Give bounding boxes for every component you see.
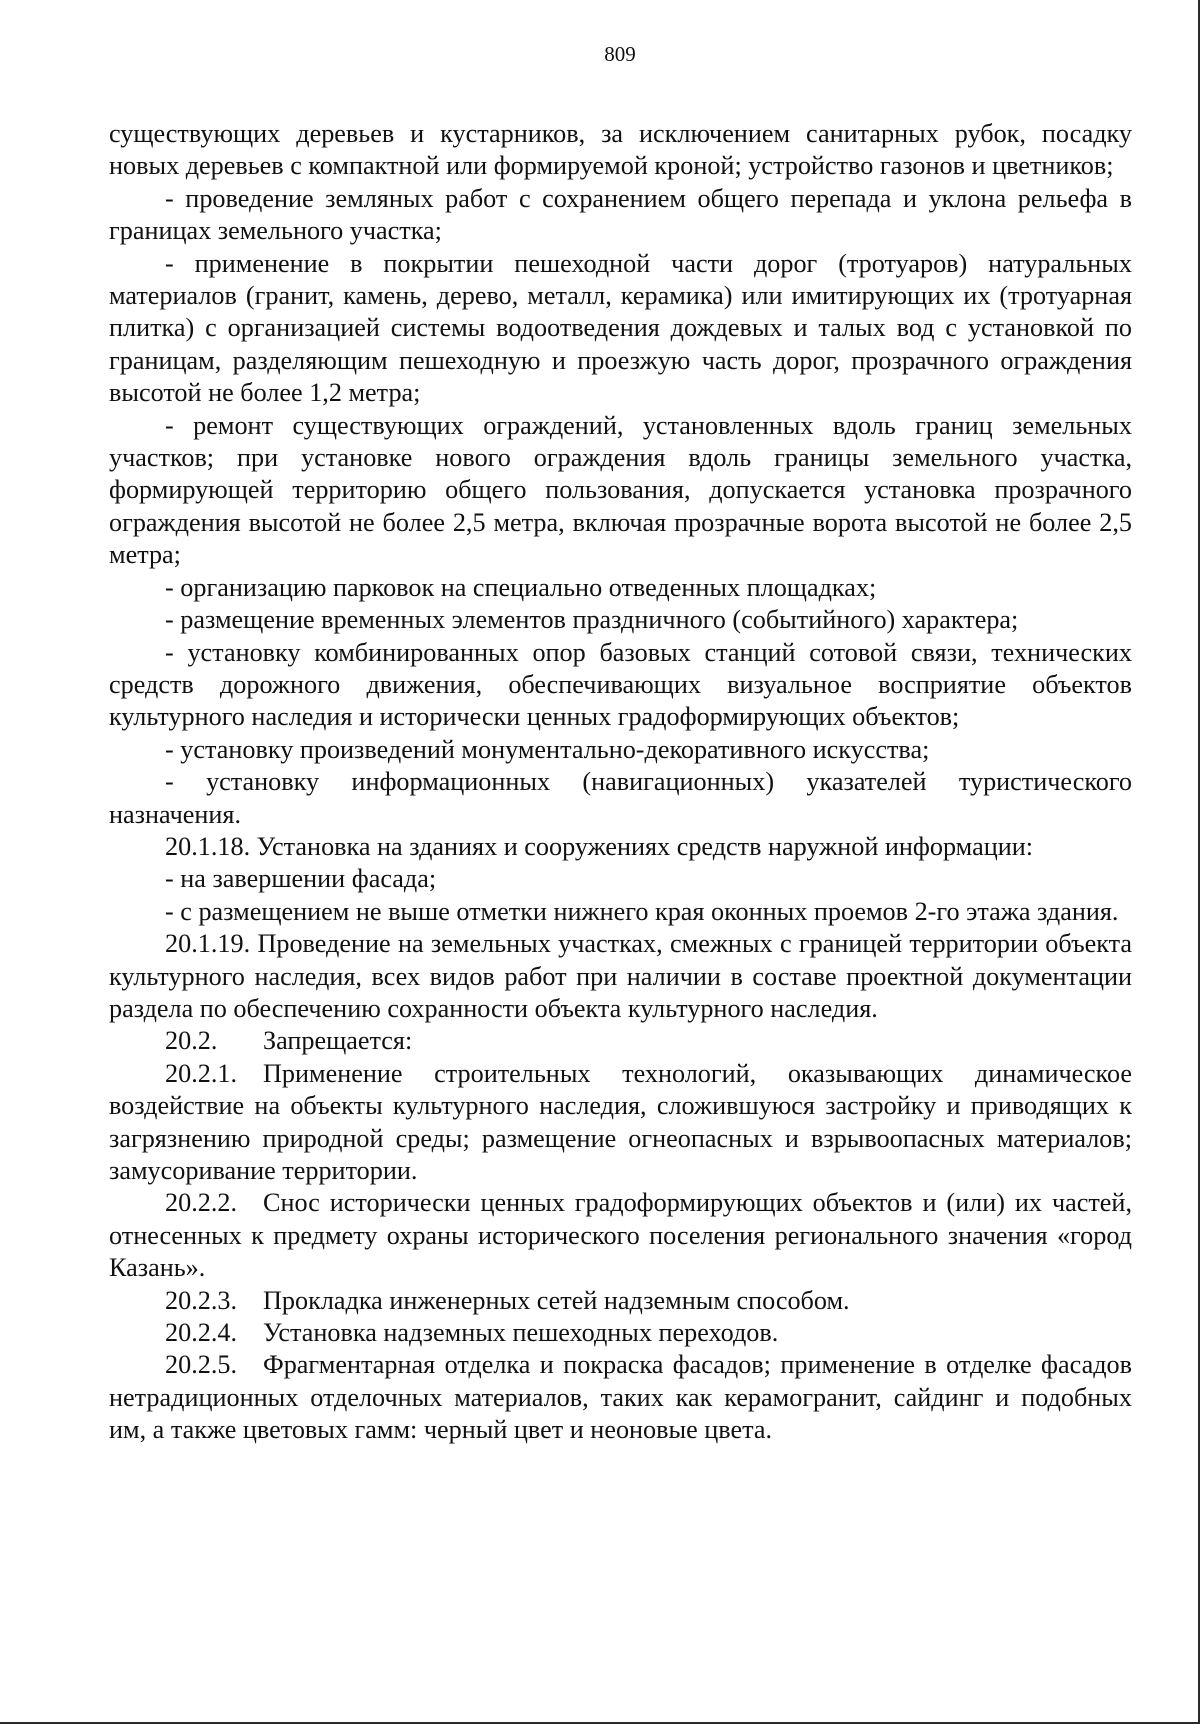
paragraph-20-2-1 (109, 1058, 1132, 1188)
paragraph-parking: - организацию парковок на специально отведенных площадках; (165, 572, 877, 602)
paragraph-earthworks: - проведение земляных работ с сохранением общего перепада и уклона рельефа в границах земельного участка; (109, 183, 1132, 246)
section-number: 20.2.4. (165, 1318, 238, 1348)
page-number: 809 (604, 42, 636, 66)
section-text: Фрагментарная отделка и покраска фасадов; применение в отделке фасадов нетрадиционных отделочных материалов, таких как керамогранит, сайдинг и подобных им, а также цветовых гамм: черный цвет и неоновые цвета. (109, 1350, 1132, 1445)
paragraph-monumental-art: - установку произведений монументально-декоративного искусства; (165, 734, 930, 764)
paragraph-20-2-4 (109, 1317, 1132, 1349)
section-number: 20.2.5. (165, 1350, 238, 1380)
paragraph-tourist-signs: - установку информационных (навигационных) указателей туристического назначения. (109, 767, 1132, 829)
section-text: Установка надземных пешеходных переходов. (263, 1318, 779, 1348)
section-number: 20.2.1. (165, 1058, 238, 1088)
section-number: 20.2. (165, 1026, 218, 1056)
paragraph-facade-top: - на завершении фасада; (165, 864, 437, 894)
section-text: Прокладка инженерных сетей надземным способом. (263, 1285, 850, 1315)
section-number: 20.2.2. (165, 1188, 238, 1218)
paragraph-20-2-3 (109, 1285, 1132, 1317)
paragraph-window-level: - с размещением не выше отметки нижнего края оконных проемов 2-го этажа здания. (165, 896, 1119, 926)
section-text: Применение строительных технологий, оказывающих динамическое воздействие на объекты культурного наследия, сложившуюся застройку и приводящих к загрязнению природной среды; размещение огнеопасных и взрывоопасных материалов; замусоривание территории. (109, 1058, 1132, 1185)
section-number: 20.2.3. (165, 1285, 238, 1315)
document-body (109, 118, 1132, 1447)
paragraph-20-1-18: 20.1.18. Установка на зданиях и сооружениях средств наружной информации: (165, 831, 1034, 861)
section-text: Снос исторически ценных градоформирующих объектов и (или) их частей, отнесенных к предмету охраны исторического поселения регионального значения «город Казань». (109, 1188, 1132, 1283)
paragraph-20-2 (109, 1025, 1132, 1057)
paragraph-pedestrian-paving: - применение в покрытии пешеходной части дорог (тротуаров) натуральных материалов (гранит, камень, дерево, металл, керамика) или имитирующих их (тротуарная плитка) с организацией системы водоотведения дождевых и талых вод с установкой по границам, разделяющим пешеходную и проезжую часть дорог, прозрачного ограждения высотой не более 1,2 метра; (109, 248, 1132, 408)
paragraph-20-2-5 (109, 1349, 1132, 1446)
paragraph-temporary-elements: - размещение временных элементов праздничного (событийного) характера; (165, 605, 1019, 635)
paragraph-fence-repair: - ремонт существующих ограждений, установленных вдоль границ земельных участков; при установке нового ограждения вдоль границы земельного участка, формирующей территорию общего пользования, допускается установка прозрачного ограждения высотой не более 2,5 метра, включая прозрачные ворота высотой не более 2,5 метра; (109, 410, 1132, 570)
paragraph-20-2-2 (109, 1187, 1132, 1284)
paragraph-trees-continuation: существующих деревьев и кустарников, за исключением санитарных рубок, посадку новых деревьев с компактной или формируемой кроной; устройство газонов и цветников; (109, 119, 1132, 181)
section-text: Запрещается: (263, 1026, 413, 1056)
paragraph-combined-supports: - установку комбинированных опор базовых станций сотовой связи, технических средств дорожного движения, обеспечивающих визуальное восприятие объектов культурного наследия и исторически ценных градоформирующих объектов; (109, 637, 1132, 732)
paragraph-20-1-19: 20.1.19. Проведение на земельных участках, смежных с границей территории объекта культурного наследия, всех видов работ при наличии в составе проектной документации раздела по обеспечению сохранности объекта культурного наследия. (109, 929, 1132, 1023)
